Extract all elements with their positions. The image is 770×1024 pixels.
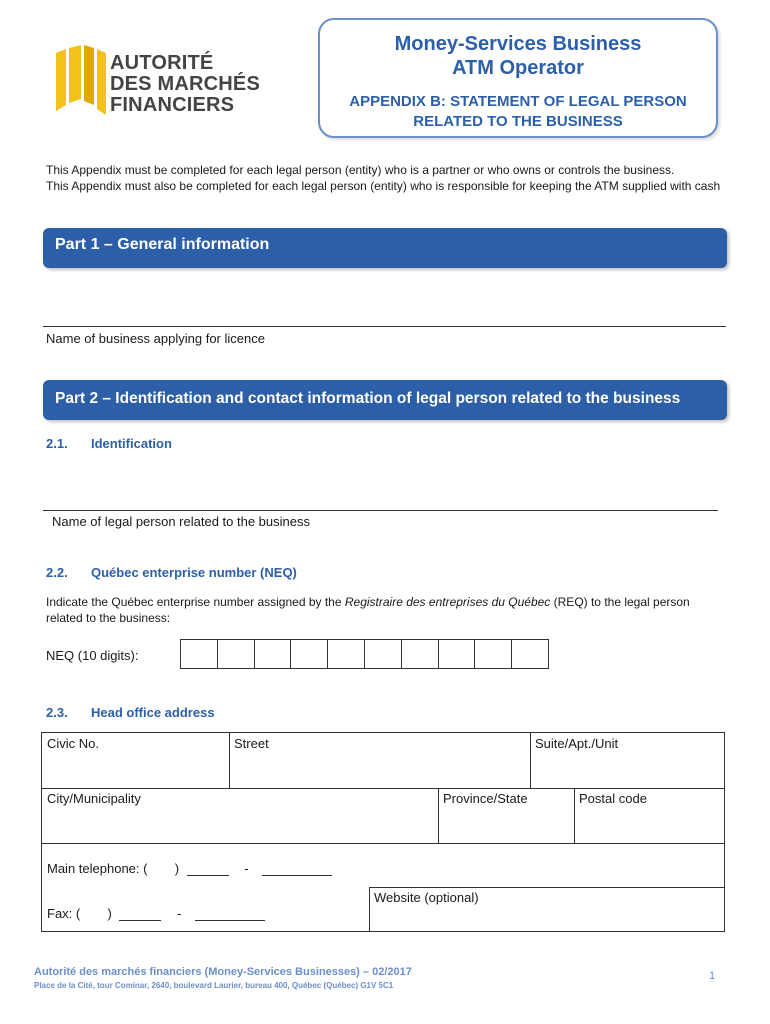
logo-line-2: DES MARCHÉS xyxy=(110,73,260,95)
title-line-2: ATM Operator xyxy=(452,57,584,79)
logo-line-3: FINANCIERS xyxy=(110,94,235,116)
section-2-3-number: 2.3. xyxy=(46,705,68,720)
title-line-1: Money-Services Business xyxy=(394,33,642,55)
fax-paren: ) xyxy=(107,906,112,921)
form-title xyxy=(320,32,716,80)
part2-header: Part 2 – Identification and contact information of legal person related to the business xyxy=(43,380,727,420)
city-label: City/Municipality xyxy=(47,791,141,806)
civic-number-field[interactable] xyxy=(42,733,229,788)
website-field[interactable] xyxy=(369,887,724,932)
street-field[interactable] xyxy=(229,733,530,788)
section-2-2-number: 2.2. xyxy=(46,565,68,580)
page-number: 1 xyxy=(709,970,716,982)
section-2-1-number: 2.1. xyxy=(46,436,68,451)
city-field[interactable] xyxy=(42,788,438,843)
footer-organization: Autorité des marchés financiers (Money-Services Businesses) – 02/2017 xyxy=(34,966,412,978)
suite-label: Suite/Apt./Unit xyxy=(535,736,619,751)
neq-desc-part-1: Indicate the Québec enterprise number assigned by the xyxy=(46,595,345,609)
neq-digit-cell[interactable] xyxy=(512,640,548,668)
intro-line-2: This Appendix must also be completed for each legal person (entity) who is responsible for keeping the ATM supplied with cash xyxy=(46,179,721,193)
section-2-1-title: Identification xyxy=(91,436,172,451)
business-name-field[interactable] xyxy=(43,326,726,327)
title-box xyxy=(318,18,718,138)
neq-digit-cell[interactable] xyxy=(218,640,255,668)
province-field[interactable] xyxy=(438,788,574,843)
main-telephone-area-blank[interactable] xyxy=(187,875,229,876)
footer-address: Place de la Cité, tour Cominar, 2640, boulevard Laurier, bureau 400, Québec (Québec) G1V 5C1 xyxy=(34,981,394,990)
main-telephone-label: Main telephone: ( xyxy=(47,861,148,876)
neq-digit-cell[interactable] xyxy=(328,640,365,668)
website-label: Website (optional) xyxy=(374,890,479,905)
neq-digit-cell[interactable] xyxy=(365,640,402,668)
logo-line-1: AUTORITÉ xyxy=(110,52,214,74)
main-telephone-paren: ) xyxy=(174,861,180,876)
neq-desc-registrar: Registraire des entreprises du Québec xyxy=(344,595,551,609)
fax-field[interactable] xyxy=(42,903,372,927)
legal-person-name-field[interactable] xyxy=(43,510,718,511)
intro-text xyxy=(46,162,726,194)
neq-digit-cell[interactable] xyxy=(291,640,328,668)
neq-digit-cell[interactable] xyxy=(255,640,292,668)
subtitle-line-1: APPENDIX B: STATEMENT OF LEGAL PERSON xyxy=(349,93,687,110)
neq-digit-cell[interactable] xyxy=(475,640,512,668)
street-label: Street xyxy=(234,736,269,751)
neq-digit-cell[interactable] xyxy=(402,640,439,668)
logo-text xyxy=(110,53,260,116)
neq-description xyxy=(46,594,726,626)
fax-area-blank[interactable] xyxy=(119,920,161,921)
legal-person-name-label: Name of legal person related to the business xyxy=(52,514,310,529)
section-2-3-title: Head office address xyxy=(91,705,215,720)
fax-number-blank[interactable] xyxy=(195,920,265,921)
neq-desc-line-2: related to the business: xyxy=(46,611,171,625)
postal-code-label: Postal code xyxy=(579,791,647,806)
suite-field[interactable] xyxy=(530,733,724,788)
section-2-2-title: Québec enterprise number (NEQ) xyxy=(91,565,297,580)
head-office-address-table xyxy=(41,732,725,932)
postal-code-field[interactable] xyxy=(574,788,724,843)
main-telephone-number-blank[interactable] xyxy=(262,875,332,876)
part1-header: Part 1 – General information xyxy=(43,228,727,268)
main-telephone-dash: - xyxy=(244,861,249,876)
province-label: Province/State xyxy=(443,791,528,806)
neq-digit-cell[interactable] xyxy=(181,640,218,668)
neq-desc-part-2: (REQ) to the legal person xyxy=(550,595,690,609)
fax-dash: - xyxy=(177,906,182,921)
civic-number-label: Civic No. xyxy=(47,736,100,751)
neq-digit-cell[interactable] xyxy=(439,640,476,668)
neq-label: NEQ (10 digits): xyxy=(46,648,139,663)
subtitle-line-2: RELATED TO THE BUSINESS xyxy=(413,113,623,130)
appendix-title xyxy=(320,92,716,132)
business-name-label: Name of business applying for licence xyxy=(46,331,265,346)
intro-line-1: This Appendix must be completed for each legal person (entity) who is a partner or who owns or controls the business. xyxy=(46,163,675,177)
fax-label: Fax: ( xyxy=(47,906,81,921)
main-telephone-field[interactable] xyxy=(42,858,372,880)
neq-input-grid[interactable] xyxy=(180,639,549,669)
